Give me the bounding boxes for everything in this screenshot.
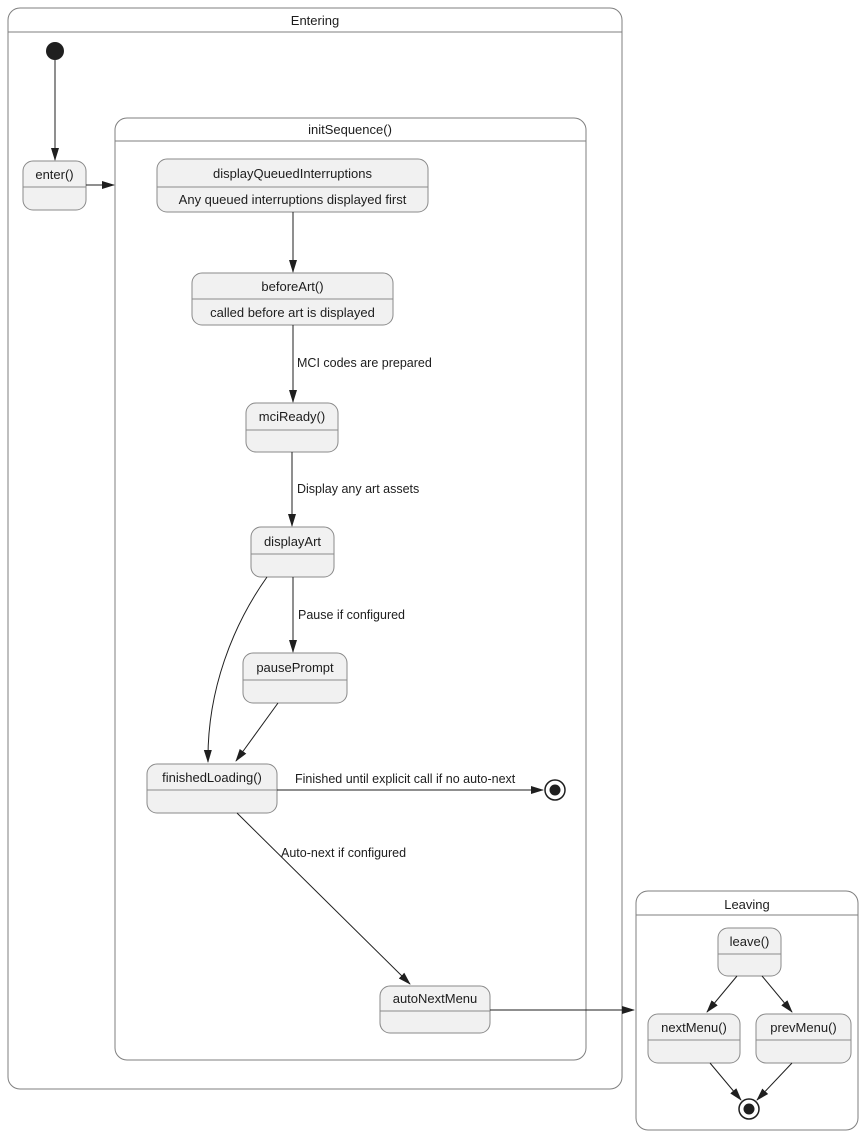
initial-state-icon bbox=[46, 42, 64, 60]
final-state-leaving-icon bbox=[739, 1099, 759, 1119]
container-leaving-title: Leaving bbox=[724, 897, 770, 912]
container-entering-title: Entering bbox=[290, 13, 340, 28]
state-mci-ready-label: mciReady() bbox=[258, 409, 326, 424]
state-mci-ready bbox=[246, 403, 338, 452]
final-state-init-sequence-icon bbox=[545, 780, 565, 800]
state-before-art bbox=[192, 273, 393, 325]
state-enter bbox=[23, 161, 86, 210]
transition-label-auto-next-if-configured: Auto-next if configured bbox=[281, 846, 407, 860]
state-display-art bbox=[251, 527, 334, 577]
container-leaving-border bbox=[636, 891, 858, 1130]
container-init-sequence-border bbox=[115, 118, 586, 1060]
transition-label-pause-if-configured: Pause if configured bbox=[298, 608, 406, 622]
state-pause-prompt bbox=[243, 653, 347, 703]
state-display-queued-interruptions-label: displayQueuedInterruptions bbox=[213, 166, 372, 181]
state-prev-menu-label: prevMenu() bbox=[770, 1020, 837, 1035]
state-prev-menu bbox=[756, 1014, 851, 1063]
container-init-sequence bbox=[115, 118, 586, 1060]
transition-label-finished-until-explicit: Finished until explicit call if no auto-next bbox=[295, 772, 516, 786]
container-leaving bbox=[636, 891, 858, 1130]
state-leave-label: leave() bbox=[729, 934, 770, 949]
transition-label-display-art-assets: Display any art assets bbox=[297, 482, 420, 496]
state-display-queued-interruptions-description: Any queued interruptions displayed first bbox=[178, 192, 407, 207]
state-next-menu bbox=[648, 1014, 740, 1063]
state-leave bbox=[718, 928, 781, 976]
container-init-sequence-title: initSequence() bbox=[308, 122, 392, 137]
state-display-art-label: displayArt bbox=[263, 534, 322, 549]
state-finished-loading-label: finishedLoading() bbox=[162, 770, 262, 785]
state-finished-loading bbox=[147, 764, 277, 813]
state-before-art-description: called before art is displayed bbox=[210, 305, 375, 320]
state-display-queued-interruptions bbox=[157, 159, 428, 212]
state-auto-next-menu bbox=[380, 986, 490, 1033]
state-pause-prompt-label: pausePrompt bbox=[256, 660, 334, 675]
transition-label-mci-codes: MCI codes are prepared bbox=[297, 356, 432, 370]
state-enter-label: enter() bbox=[35, 167, 74, 182]
state-next-menu-label: nextMenu() bbox=[661, 1020, 727, 1035]
state-auto-next-menu-label: autoNextMenu bbox=[392, 991, 478, 1006]
state-before-art-label: beforeArt() bbox=[261, 279, 324, 294]
